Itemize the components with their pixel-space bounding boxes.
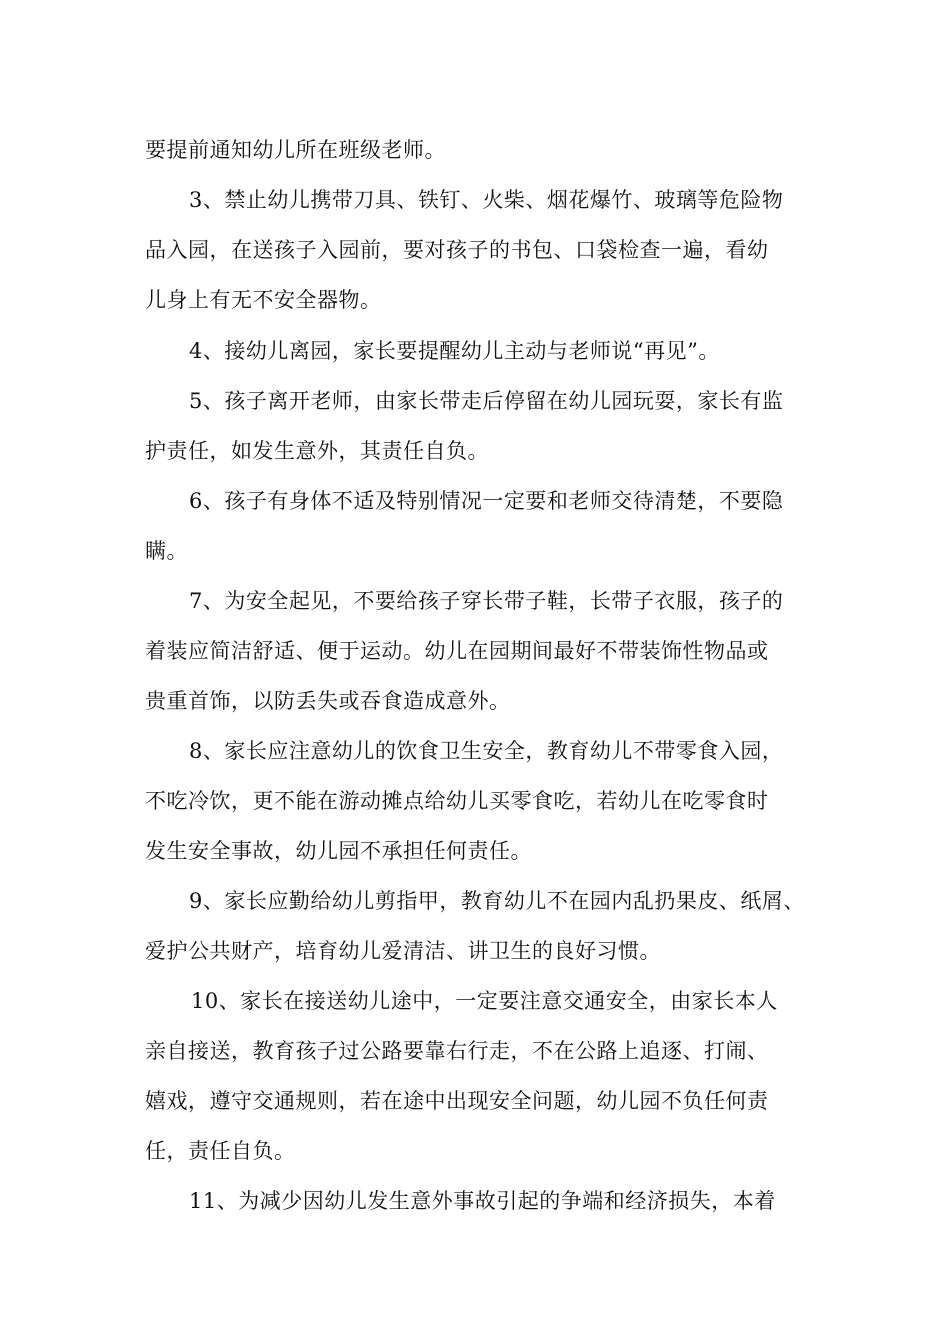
text-line: 瞒。 (145, 539, 188, 563)
text-line: 着装应简洁舒适、便于运动。幼儿在园期间最好不带装饰性物品或 (145, 639, 769, 663)
text-line: 9、家长应勤给幼儿剪指甲，教育幼儿不在园内乱扔果皮、纸屑、 (189, 889, 805, 913)
text-line: 6、孩子有身体不适及特别情况一定要和老师交待清楚，不要隐 (189, 489, 784, 513)
text-line: 11、为减少因幼儿发生意外事故引起的争端和经济损失，本着 (189, 1189, 776, 1213)
text-line: 7、为安全起见，不要给孩子穿长带子鞋，长带子衣服，孩子的 (189, 589, 784, 613)
text-line: 3、禁止幼儿携带刀具、铁钉、火柴、烟花爆竹、玻璃等危险物 (189, 188, 784, 212)
text-line: 爱护公共财产，培育幼儿爱清洁、讲卫生的良好习惯。 (145, 939, 661, 963)
text-line: 不吃冷饮，更不能在游动摊点给幼儿买零食吃，若幼儿在吃零食时 (145, 789, 769, 813)
text-line: 嬉戏，遵守交通规则，若在途中出现安全问题，幼儿园不负任何责 (145, 1089, 769, 1113)
text-line: 贵重首饰，以防丢失或吞食造成意外。 (145, 689, 511, 713)
text-line: 护责任，如发生意外，其责任自负。 (145, 439, 489, 463)
text-line: 8、家长应注意幼儿的饮食卫生安全，教育幼儿不带零食入园， (189, 739, 784, 763)
text-line: 5、孩子离开老师，由家长带走后停留在幼儿园玩耍，家长有监 (189, 389, 784, 413)
text-line: 10、家长在接送幼儿途中，一定要注意交通安全，由家长本人 (191, 989, 778, 1013)
text-line: 要提前通知幼儿所在班级老师。 (145, 138, 446, 162)
text-line: 儿身上有无不安全器物。 (145, 288, 382, 312)
text-line: 发生安全事故，幼儿园不承担任何责任。 (145, 839, 532, 863)
text-line: 4、接幼儿离园，家长要提醒幼儿主动与老师说“再见”。 (189, 339, 720, 363)
text-line: 亲自接送，教育孩子过公路要靠右行走，不在公路上追逐、打闹、 (145, 1039, 769, 1063)
text-line: 品入园，在送孩子入园前，要对孩子的书包、口袋检查一遍，看幼 (145, 238, 769, 262)
text-line: 任，责任自负。 (145, 1139, 296, 1163)
